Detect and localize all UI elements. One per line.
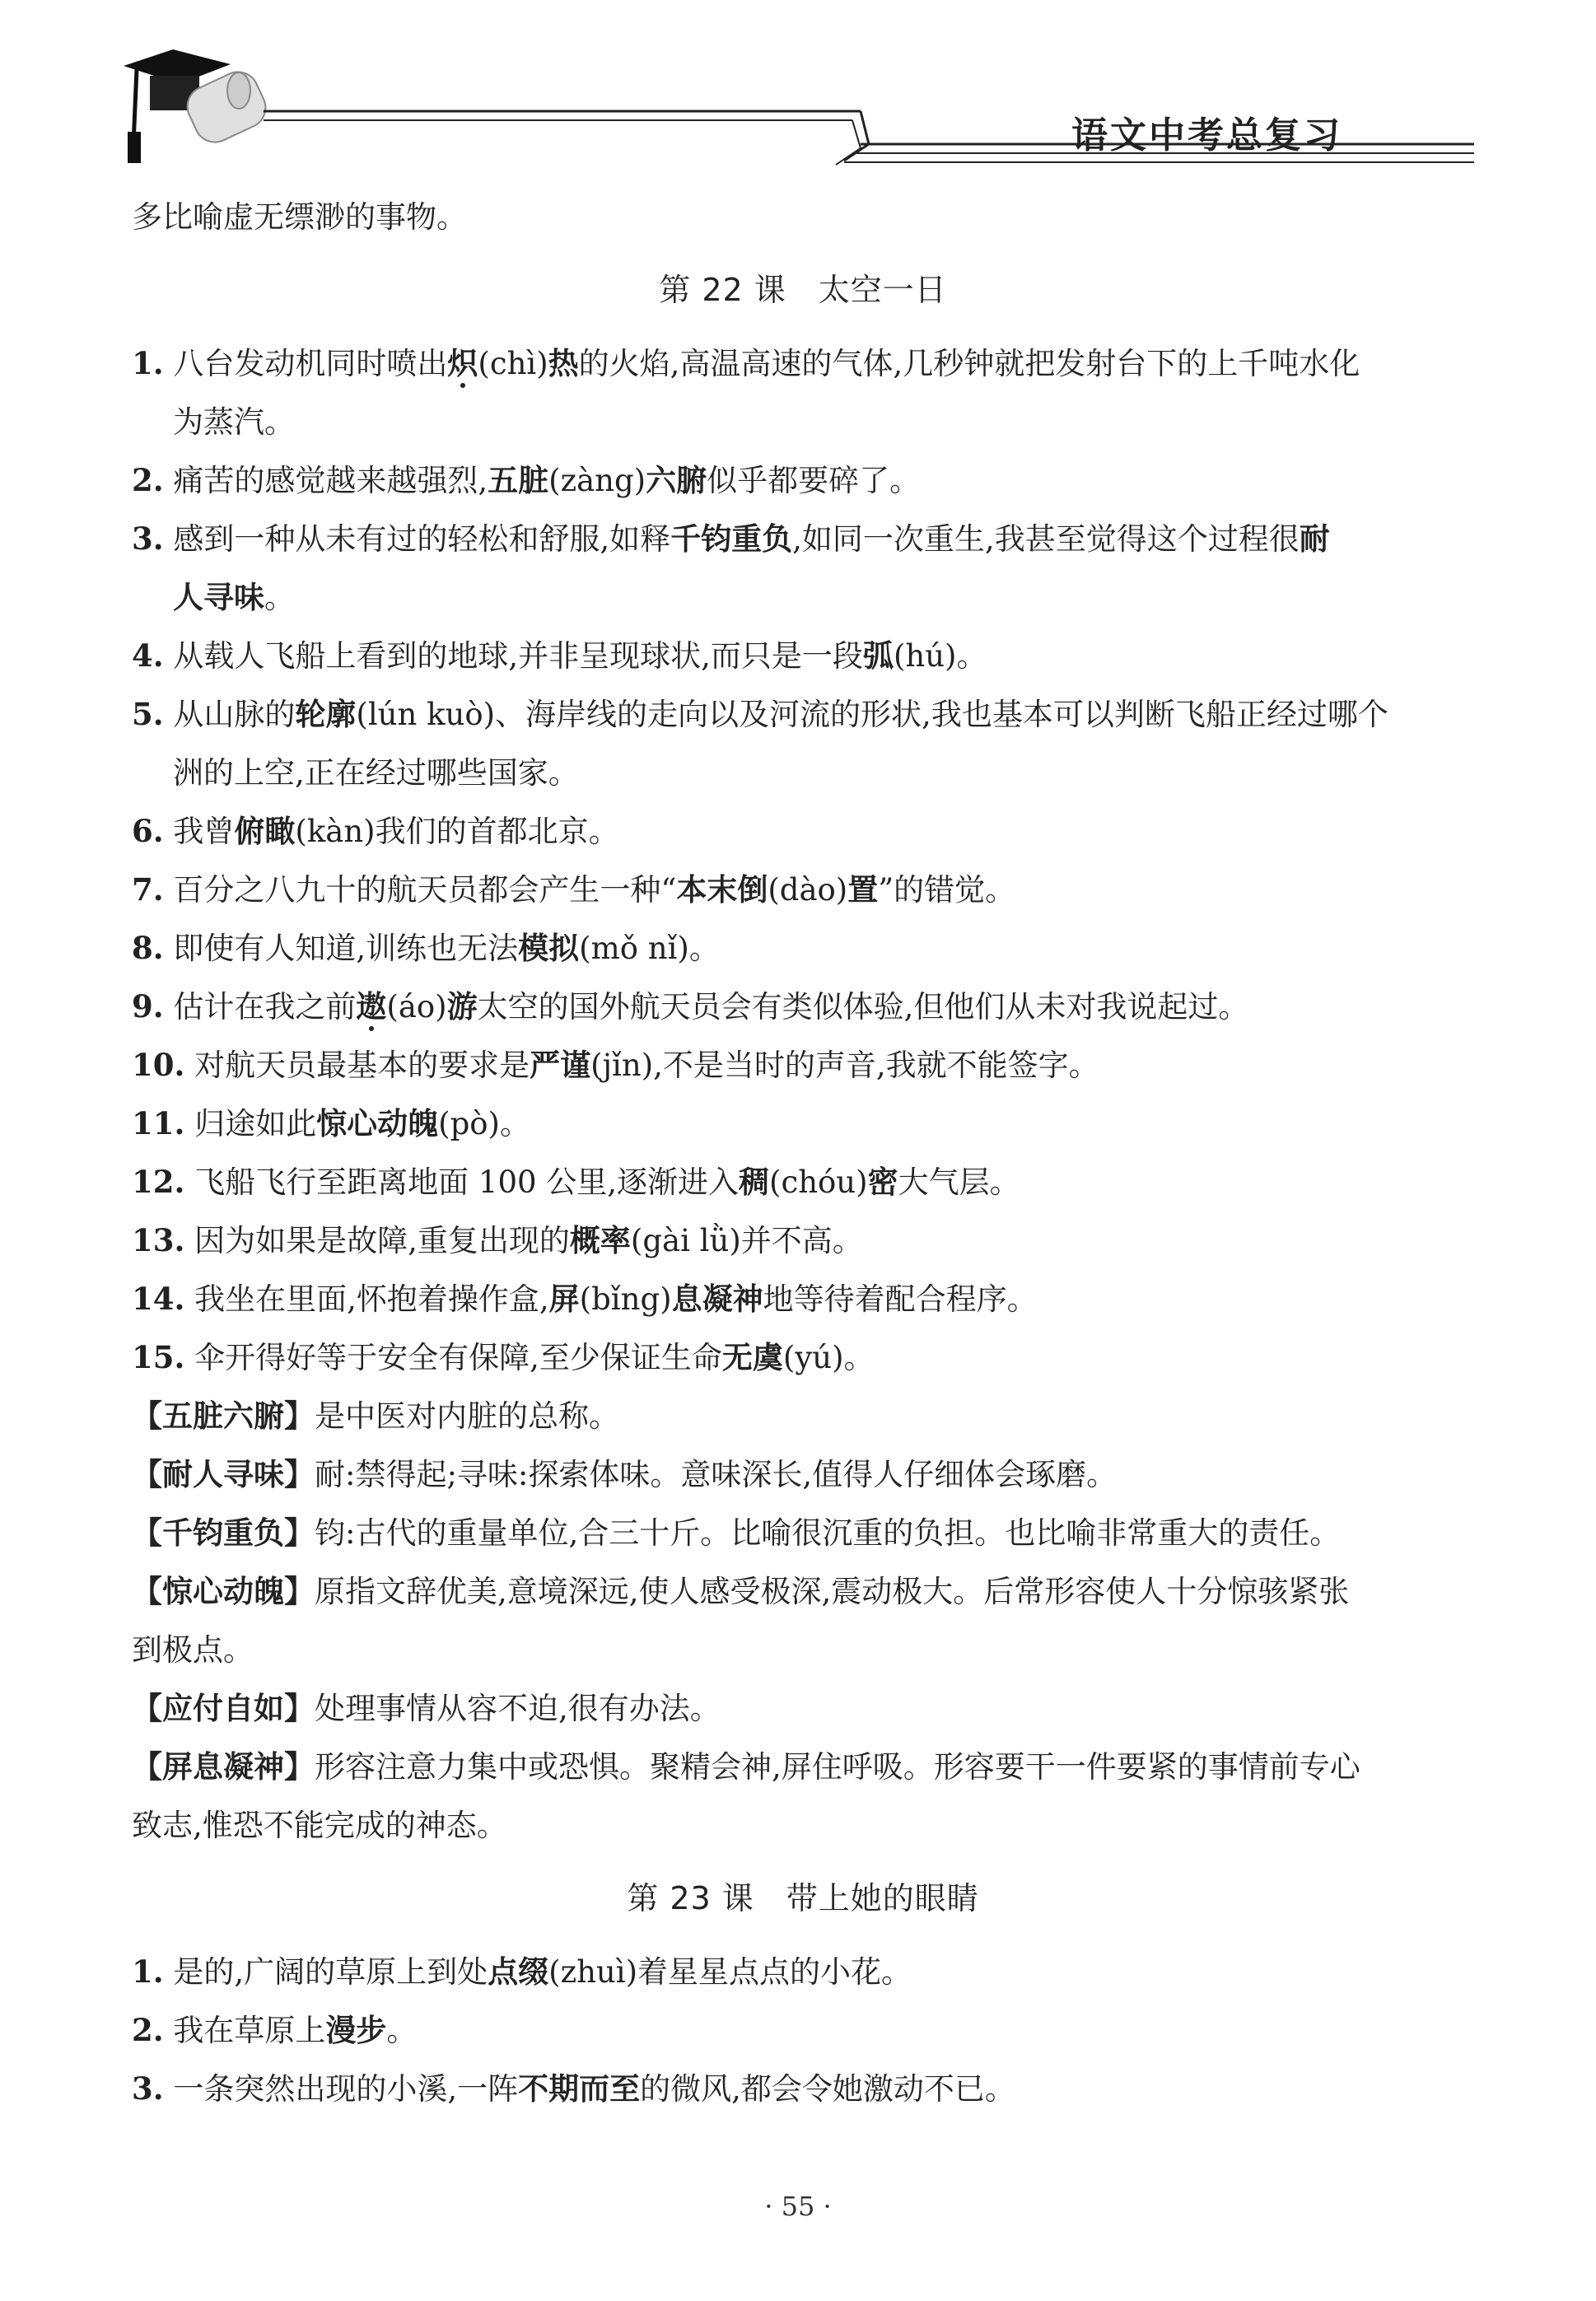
note-item-continued: 致志,惟恐不能完成的神态。 xyxy=(132,1808,507,1843)
list-item: 7. 百分之八九十的航天员都会产生一种“本末倒(dào)置”的错觉。 xyxy=(132,871,1016,908)
page-header xyxy=(115,33,1474,181)
list-item-continued: 为蒸汽。 xyxy=(173,404,295,440)
list-item: 15. 伞开得好等于安全有保障,至少保证生命无虞(yú)。 xyxy=(132,1339,875,1375)
list-item: 12. 飞船飞行至距离地面 100 公里,逐渐进入稠(chóu)密大气层。 xyxy=(132,1164,1020,1200)
list-item: 6. 我曾俯瞰(kàn)我们的首都北京。 xyxy=(132,813,619,849)
note-item: 【惊心动魄】原指文辞优美,意境深远,使人感受极深,震动极大。后常形容使人十分惊骇紧张 xyxy=(132,1574,1350,1609)
note-item: 【屏息凝神】形容注意力集中或恐惧。聚精会神,屏住呼吸。形容要干一件要紧的事情前专心 xyxy=(132,1749,1360,1785)
list-item: 2. 痛苦的感觉越来越强烈,五脏(zàng)六腑似乎都要碎了。 xyxy=(132,462,921,498)
list-item: 4. 从载人飞船上看到的地球,并非呈现球状,而只是一段弧(hú)。 xyxy=(132,637,987,674)
note-item: 【耐人寻味】耐:禁得起;寻味:探索体味。意味深长,值得人仔细体会琢磨。 xyxy=(132,1457,1118,1492)
note-item: 【五脏六腑】是中医对内脏的总称。 xyxy=(132,1398,619,1434)
note-item: 【应付自如】处理事情从容不迫,很有办法。 xyxy=(132,1691,721,1726)
page-number: · 55 · xyxy=(764,2191,832,2222)
list-item-continued: 人寻味。 xyxy=(173,580,295,615)
intro-line: 多比喻虚无缥渺的事物。 xyxy=(132,199,467,235)
list-item: 3. 一条突然出现的小溪,一阵不期而至的微风,都会令她激动不已。 xyxy=(132,2070,1015,2107)
list-item: 5. 从山脉的轮廓(lún kuò)、海岸线的走向以及河流的形状,我也基本可以判断飞船正经过哪个 xyxy=(132,696,1388,732)
page-content xyxy=(132,188,1474,2118)
list-item: 1. 是的,广阔的草原上到处点缀(zhuì)着星星点点的小花。 xyxy=(132,1953,912,1990)
list-item: 9. 估计在我之前遨(áo)游太空的国外航天员会有类似体验,但他们从未对我说起过。 xyxy=(132,988,1249,1024)
note-item-continued: 到极点。 xyxy=(132,1632,254,1668)
list-item: 2. 我在草原上漫步。 xyxy=(132,2012,418,2048)
section-22-title: 第 22 课 太空一日 xyxy=(659,272,947,308)
list-item: 13. 因为如果是故障,重复出现的概率(gài lǜ)并不高。 xyxy=(132,1222,863,1258)
list-item: 1. 八台发动机同时喷出炽(chì)热的火焰,高温高速的气体,几秒钟就把发射台下的上千吨水化 xyxy=(132,345,1360,381)
list-item: 10. 对航天员最基本的要求是严谨(jǐn),不是当时的声音,我就不能签字。 xyxy=(132,1047,1099,1083)
list-item: 3. 感到一种从未有过的轻松和舒服,如释千钧重负,如同一次重生,我甚至觉得这个过程很耐 xyxy=(132,520,1330,557)
list-item: 8. 即使有人知道,训练也无法模拟(mǒ nǐ)。 xyxy=(132,930,720,966)
header-title: 语文中考总复习 xyxy=(1071,114,1342,156)
list-item: 11. 归途如此惊心动魄(pò)。 xyxy=(132,1105,530,1141)
list-item-continued: 洲的上空,正在经过哪些国家。 xyxy=(173,755,579,791)
note-item: 【千钧重负】钧:古代的重量单位,合三十斤。比喻很沉重的负担。也比喻非常重大的责任。 xyxy=(132,1515,1341,1551)
list-item: 14. 我坐在里面,怀抱着操作盒,屏(bǐng)息凝神地等待着配合程序。 xyxy=(132,1281,1038,1317)
section-23-title: 第 23 课 带上她的眼睛 xyxy=(627,1880,979,1916)
